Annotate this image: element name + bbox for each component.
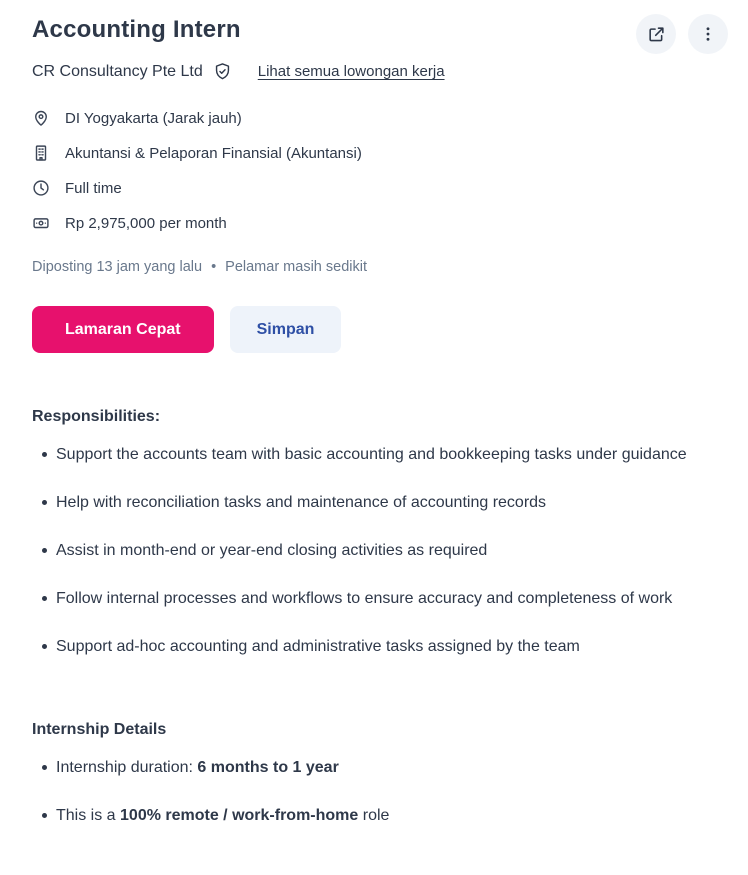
meta-separator: • [211, 259, 217, 275]
bullet-dot [32, 491, 56, 515]
classification-text: Akuntansi & Pelaporan Finansial (Akuntansi) [65, 144, 362, 162]
applicants-note: Pelamar masih sedikit [225, 259, 367, 275]
list-item: This is a 100% remote / work-from-home role [32, 804, 694, 828]
list-item: Support ad-hoc accounting and administrative tasks assigned by the team [32, 635, 694, 659]
posted-time: Diposting 13 jam yang lalu [32, 259, 203, 275]
company-name: CR Consultancy Pte Ltd [32, 62, 203, 80]
location-pin-icon [32, 109, 50, 127]
detail-row-worktype [32, 179, 728, 197]
location-text: DI Yogyakarta (Jarak jauh) [65, 109, 242, 127]
responsibilities-list [32, 443, 694, 659]
kebab-menu-icon [699, 25, 717, 43]
page-title: Accounting Intern [32, 16, 241, 43]
shield-check-icon [213, 62, 232, 81]
building-icon [32, 144, 50, 162]
clock-icon [32, 179, 50, 197]
list-item: Internship duration: 6 months to 1 year [32, 756, 694, 780]
share-button[interactable] [636, 14, 676, 54]
bullet-dot [32, 587, 56, 611]
all-jobs-link[interactable]: Lihat semua lowongan kerja [257, 63, 445, 80]
bullet-dot [32, 635, 56, 659]
responsibilities-heading: Responsibilities: [32, 408, 161, 425]
salary-text: Rp 2,975,000 per month [65, 214, 227, 232]
action-buttons [32, 306, 728, 353]
internship-details-list [32, 756, 694, 828]
bullet-dot [32, 539, 56, 563]
list-item: Assist in month-end or year-end closing activities as required [32, 539, 694, 563]
detail-row-classification [32, 144, 728, 162]
more-options-button[interactable] [688, 14, 728, 54]
save-button[interactable]: Simpan [230, 306, 342, 353]
list-item: Follow internal processes and workflows to ensure accuracy and completeness of work [32, 587, 694, 611]
internship-details-heading: Internship Details [32, 721, 167, 738]
company-row [32, 62, 728, 81]
list-item: Help with reconciliation tasks and maintenance of accounting records [32, 491, 694, 515]
header [32, 14, 728, 54]
detail-row-salary [32, 214, 728, 232]
job-description [32, 408, 728, 828]
banknote-icon [32, 214, 50, 232]
quick-apply-button[interactable]: Lamaran Cepat [32, 306, 214, 353]
detail-row-location [32, 109, 728, 127]
external-link-icon [647, 25, 666, 44]
bullet-dot [32, 804, 56, 828]
list-item: Support the accounts team with basic accounting and bookkeeping tasks under guidance [32, 443, 694, 467]
bullet-dot [32, 756, 56, 780]
job-details [32, 109, 728, 232]
bullet-dot [32, 443, 56, 467]
header-actions [636, 14, 728, 54]
posted-meta [32, 259, 728, 275]
worktype-text: Full time [65, 179, 122, 197]
